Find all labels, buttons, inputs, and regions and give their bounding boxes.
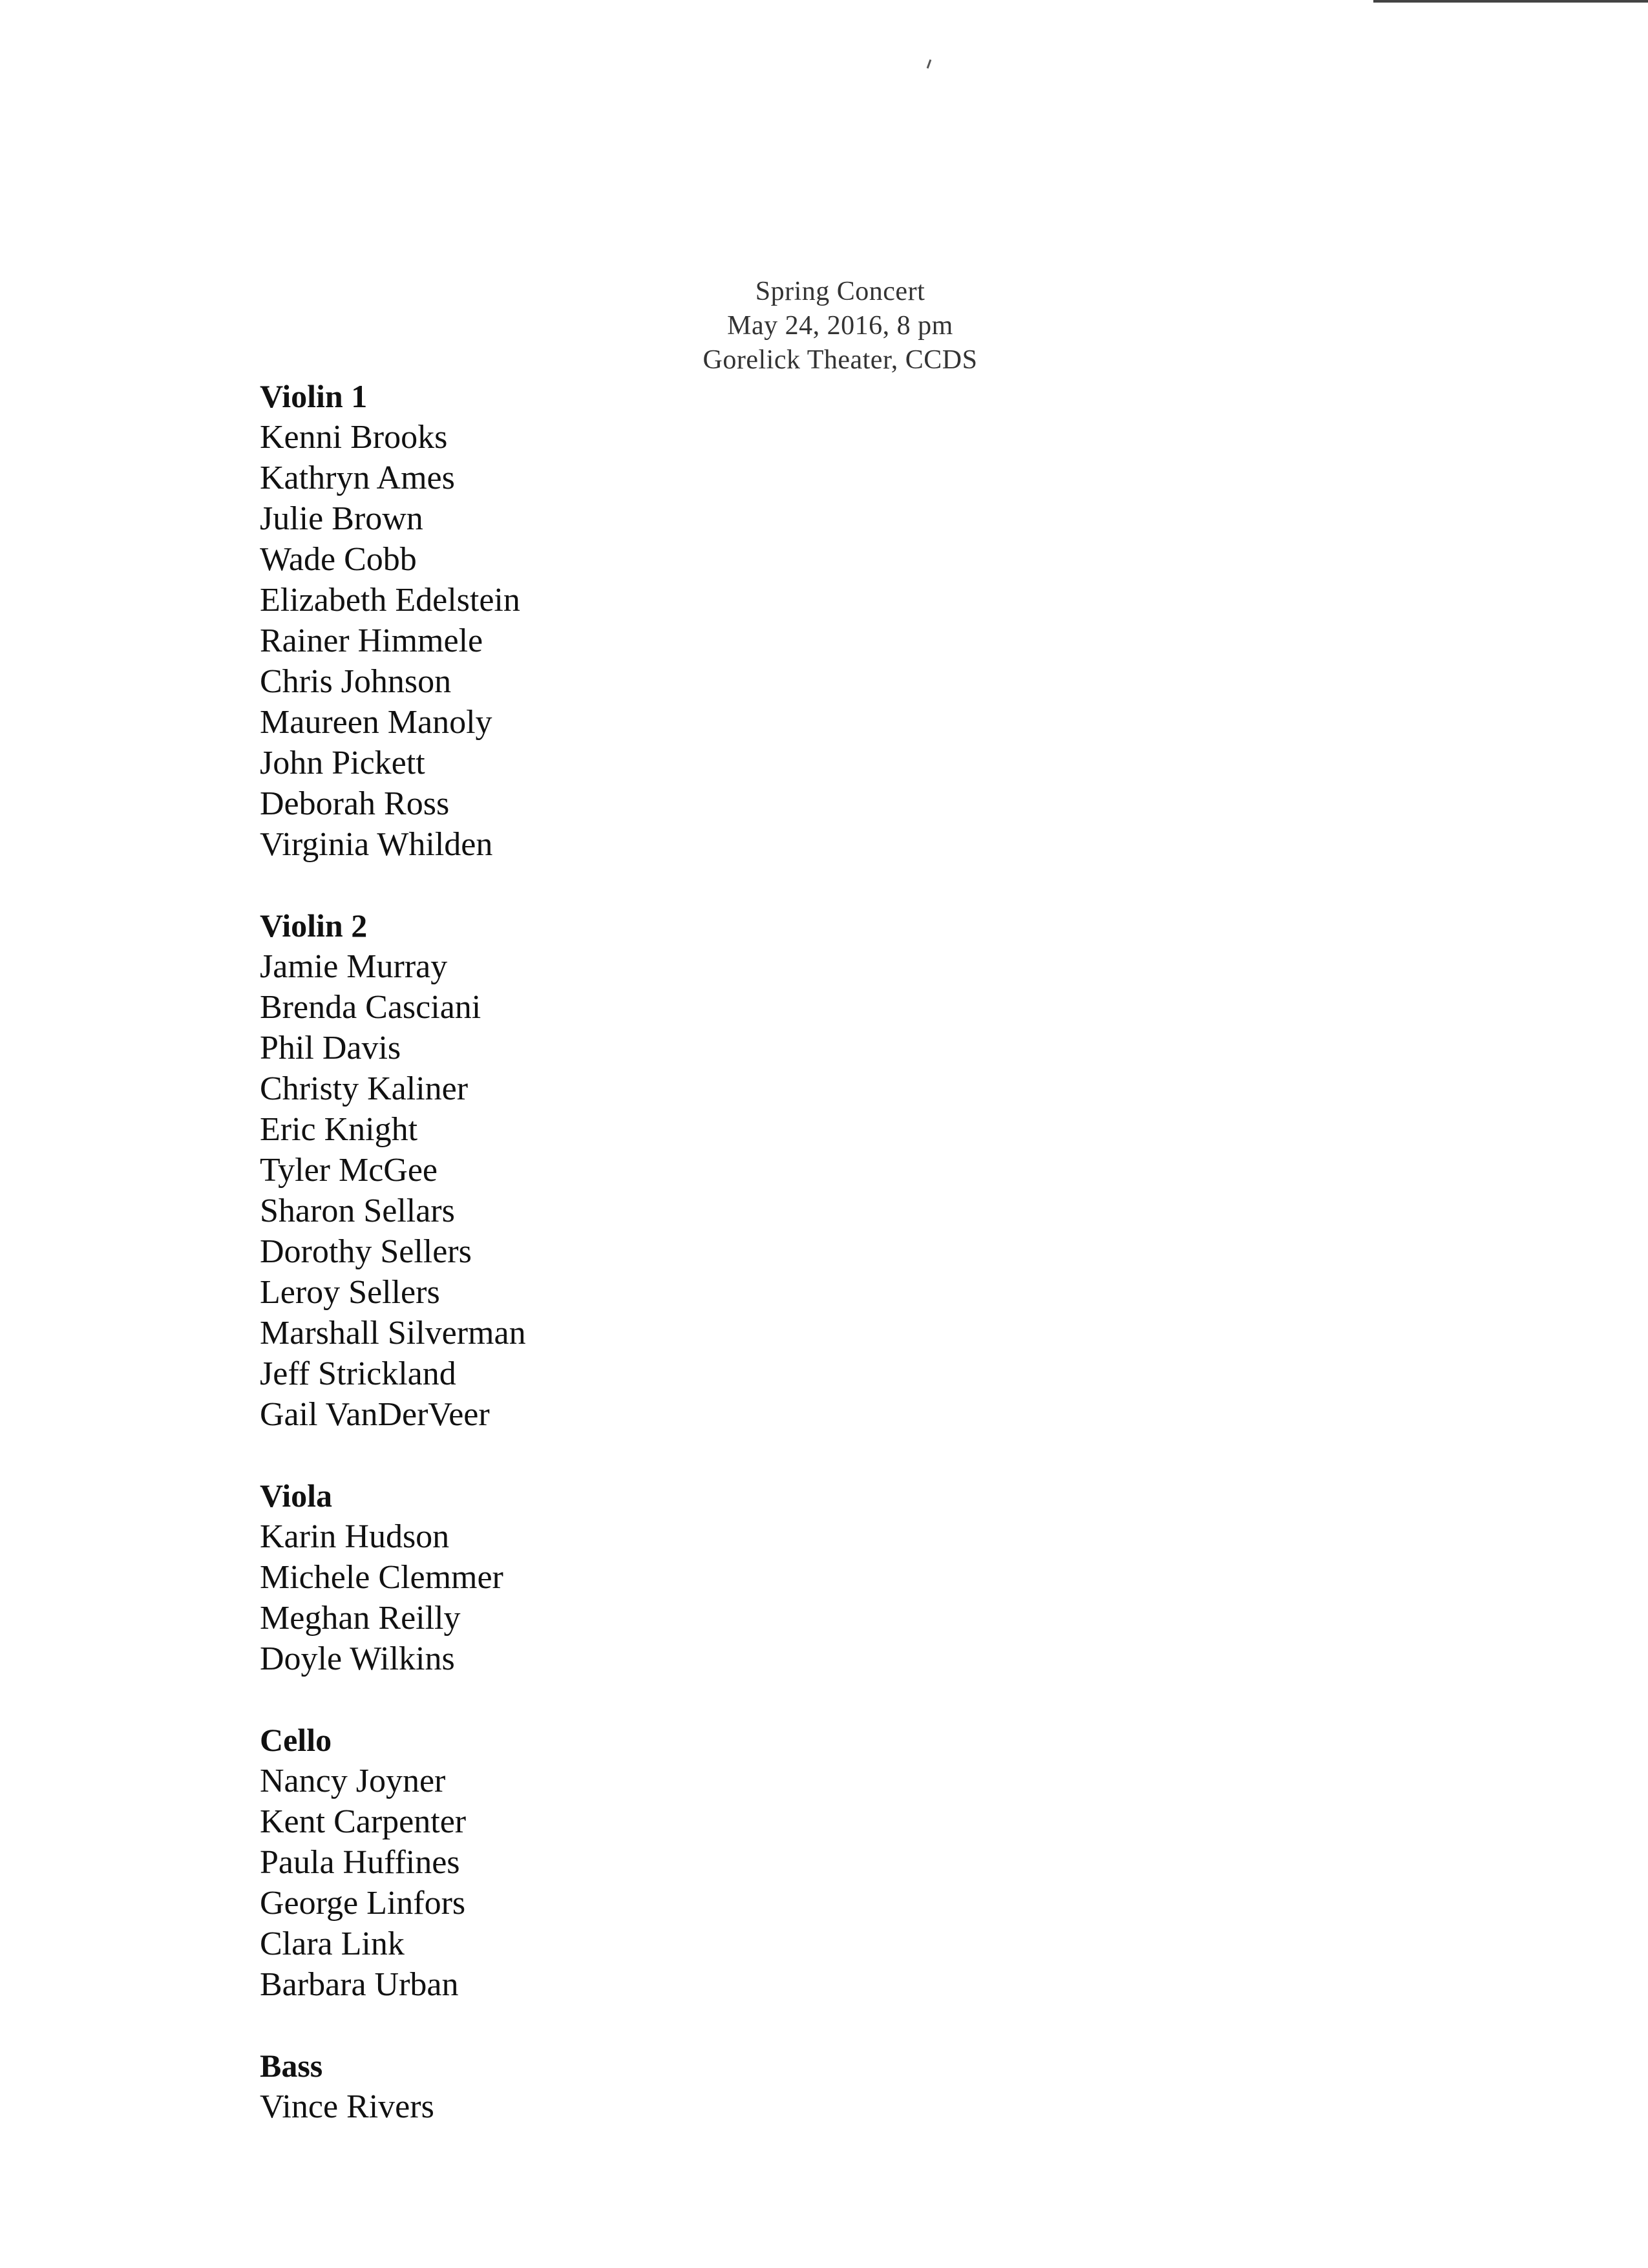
section-bass bbox=[260, 2046, 1035, 2127]
member-name: Rainer Himmele bbox=[260, 622, 483, 659]
member-name: Phil Davis bbox=[260, 1030, 401, 1066]
member-name: Elizabeth Edelstein bbox=[260, 582, 520, 619]
section-heading: Violin 2 bbox=[260, 907, 368, 944]
member-name: Gail VanDerVeer bbox=[260, 1396, 490, 1433]
event-date-time: May 24, 2016, 8 pm bbox=[727, 311, 953, 341]
member-name: Virginia Whilden bbox=[260, 826, 493, 863]
member-name: Doyle Wilkins bbox=[260, 1640, 455, 1677]
member-name: Kent Carpenter bbox=[260, 1803, 467, 1840]
member-name: Julie Brown bbox=[260, 500, 423, 537]
member-name: Chris Johnson bbox=[260, 663, 452, 700]
member-name: Leroy Sellers bbox=[260, 1274, 440, 1311]
member-name: Meghan Reilly bbox=[260, 1600, 461, 1637]
section-violin-2 bbox=[260, 906, 1035, 1435]
member-name: John Pickett bbox=[260, 745, 425, 781]
member-name: Brenda Casciani bbox=[260, 989, 481, 1026]
member-name: Deborah Ross bbox=[260, 785, 450, 822]
section-cello bbox=[260, 1720, 1035, 2005]
member-name: Eric Knight bbox=[260, 1111, 418, 1148]
member-name: Jeff Strickland bbox=[260, 1355, 456, 1392]
member-name: Marshall Silverman bbox=[260, 1315, 526, 1351]
stray-mark bbox=[927, 59, 932, 69]
section-heading: Viola bbox=[260, 1478, 333, 1514]
event-venue: Gorelick Theater, CCDS bbox=[703, 345, 978, 375]
member-name: Maureen Manoly bbox=[260, 704, 492, 741]
member-name: Dorothy Sellers bbox=[260, 1233, 472, 1270]
member-name: Vince Rivers bbox=[260, 2088, 434, 2125]
member-name: Paula Huffines bbox=[260, 1844, 460, 1881]
member-name: George Linfors bbox=[260, 1885, 466, 1922]
member-name: Jamie Murray bbox=[260, 948, 448, 985]
member-name: Karin Hudson bbox=[260, 1518, 450, 1555]
member-name: Nancy Joyner bbox=[260, 1763, 446, 1799]
section-heading: Bass bbox=[260, 2048, 323, 2084]
member-name: Clara Link bbox=[260, 1925, 405, 1962]
section-heading: Violin 1 bbox=[260, 378, 368, 414]
member-name: Kenni Brooks bbox=[260, 419, 448, 456]
orchestra-roster bbox=[260, 376, 1035, 2168]
member-name: Kathryn Ames bbox=[260, 460, 455, 496]
section-heading: Cello bbox=[260, 1722, 332, 1758]
member-name: Michele Clemmer bbox=[260, 1559, 503, 1596]
member-name: Tyler McGee bbox=[260, 1152, 438, 1189]
member-name: Sharon Sellars bbox=[260, 1192, 455, 1229]
scan-edge-line bbox=[1373, 0, 1648, 3]
section-violin-1 bbox=[260, 376, 1035, 865]
concert-header bbox=[582, 275, 1099, 377]
event-title: Spring Concert bbox=[755, 277, 925, 306]
member-name: Barbara Urban bbox=[260, 1966, 459, 2003]
section-viola bbox=[260, 1476, 1035, 1679]
member-name: Wade Cobb bbox=[260, 541, 417, 578]
member-name: Christy Kaliner bbox=[260, 1070, 469, 1107]
